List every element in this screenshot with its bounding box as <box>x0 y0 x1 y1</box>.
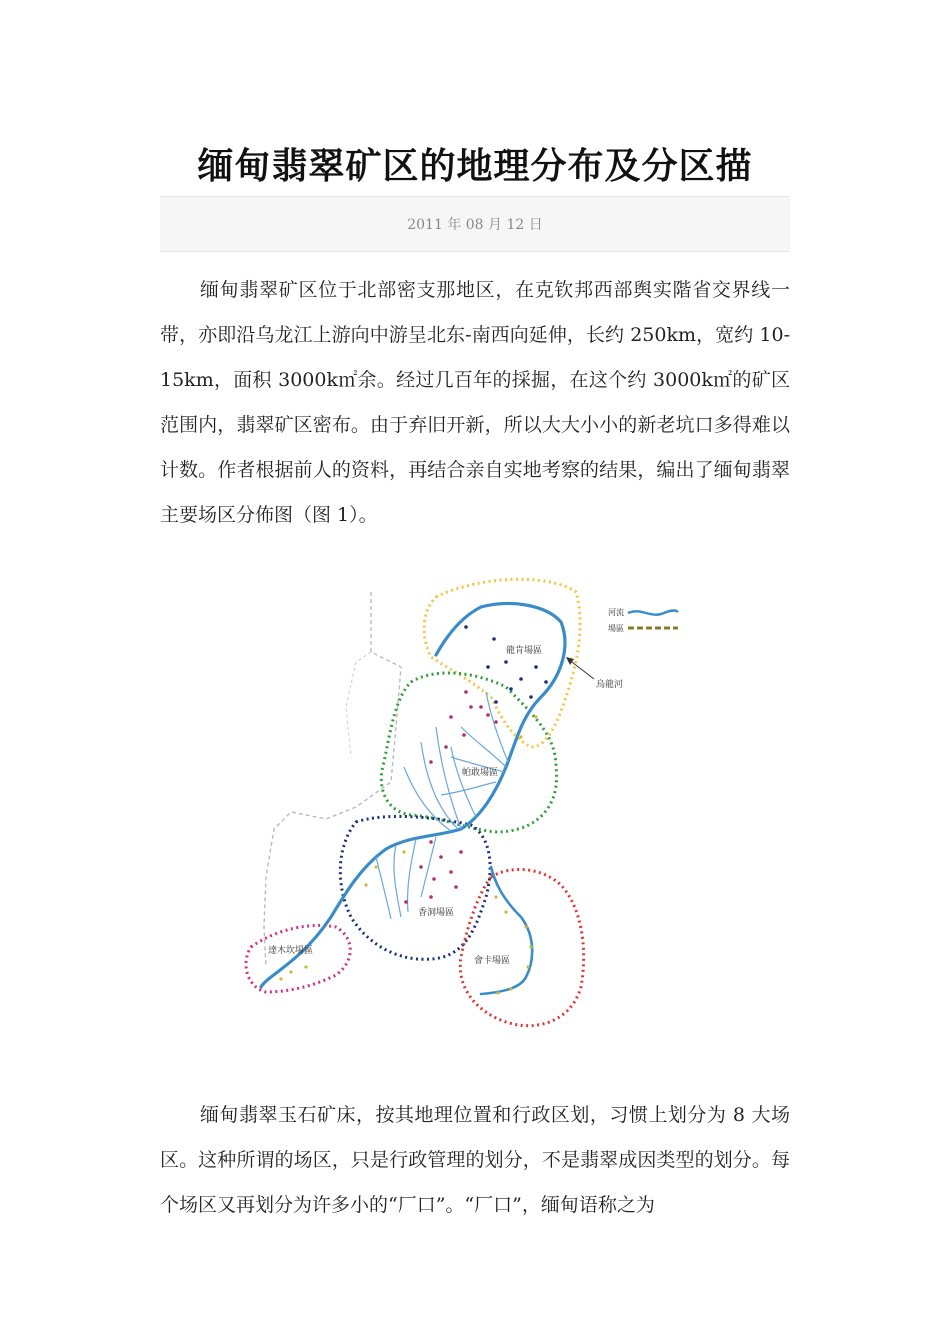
jade-mining-zones-map <box>236 567 716 1037</box>
article-title: 缅甸翡翠矿区的地理分布及分区描 <box>197 145 753 187</box>
zone-label-longken: 龍肯場區 <box>506 646 543 656</box>
legend-zone-label: 場區 <box>608 624 624 633</box>
zone-label-pakan: 帕敢場區 <box>462 768 499 778</box>
publish-date: 2011 年 08 月 12 日 <box>407 217 543 233</box>
main-river <box>261 603 565 987</box>
zone-label-xiangdong: 香洞場區 <box>418 908 455 918</box>
boundary-line-2 <box>346 652 371 757</box>
zone-outline-damukan <box>246 925 350 992</box>
paragraph-intro: 缅甸翡翠矿区位于北部密支那地区，在克钦邦西部舆实階省交界线一带，亦即沿乌龙江上游向中游呈北东-南西向延伸，长约 250km，宽约 10-15km，面积 3000k㎡余。经过几百年的採掘，在这个约 3000k㎡的矿区范围内，翡翠矿区密布。由于弃旧开新，所以大大小小的新老坑口多得难以计数。作者根据前人的资料，再结合亲自实地考察的结果，编出了缅甸翡翠主要场区分佈图（图 1）。 <box>160 279 790 526</box>
legend-river-label: 河流 <box>608 608 624 617</box>
mine-dots-longken <box>464 625 548 704</box>
mine-dots-xiangdong <box>404 840 463 904</box>
paragraph-zones: 缅甸翡翠玉石矿床，按其地理位置和行政区划，习惯上划分为 8 大场区。这种所谓的场区，只是行政管理的划分，不是翡翠成因类型的划分。每个场区又再划分为许多小的“厂口”。“厂口”，缅甸语称之为 <box>160 1104 790 1216</box>
tributaries-pakan <box>404 692 508 831</box>
arrow-head-icon <box>566 657 574 665</box>
legend-river-swatch <box>628 611 678 615</box>
date-bar <box>160 196 790 252</box>
mine-dots-yellow <box>279 715 537 994</box>
map-legend <box>608 607 678 633</box>
zone-outline-huika <box>460 869 583 1025</box>
zone-label-huika: 會卡場區 <box>474 956 511 966</box>
river-label: 烏龍河 <box>596 680 624 690</box>
zone-label-damukan: 達木坎場區 <box>268 946 314 956</box>
